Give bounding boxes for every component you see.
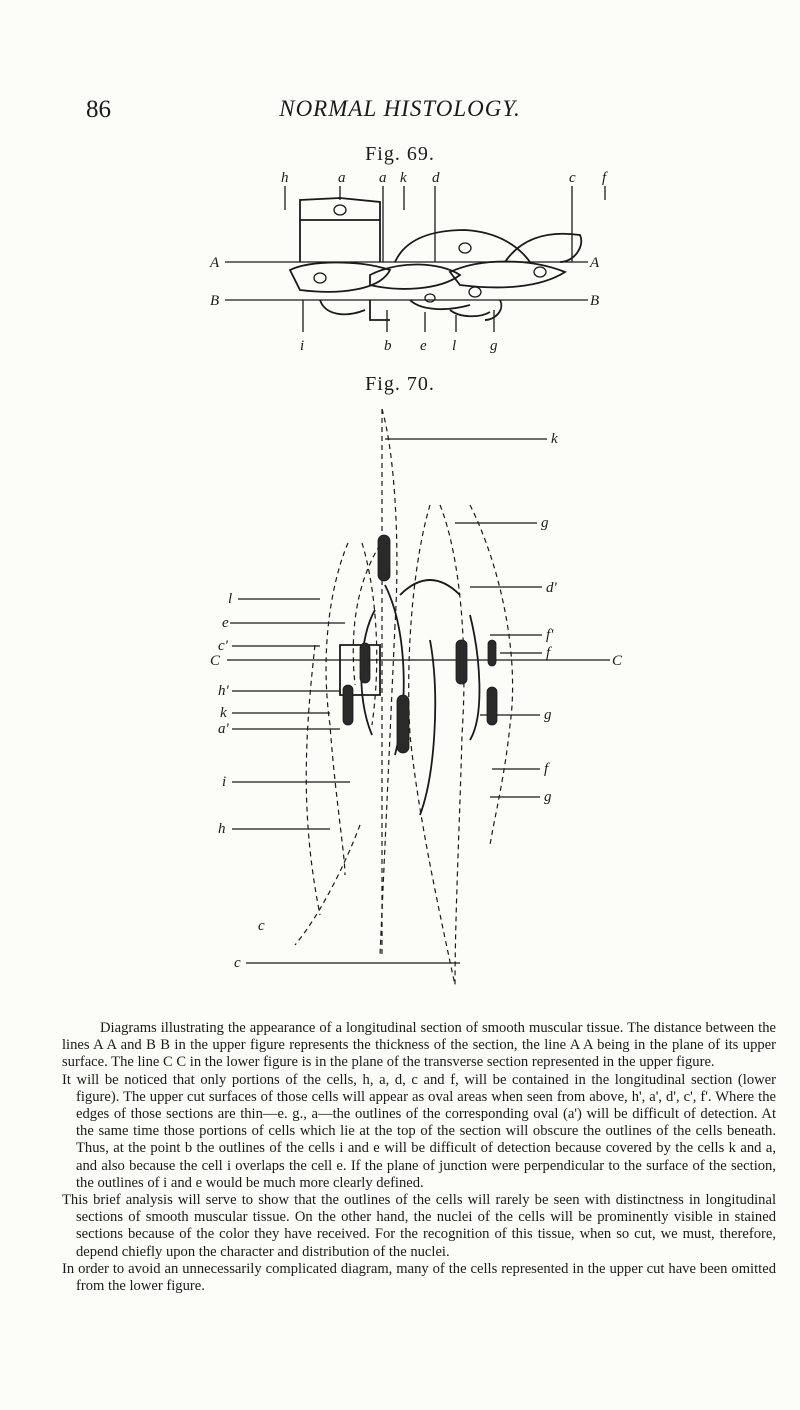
fig70-right-label: C (612, 653, 623, 669)
fig69-bottom-label: e (420, 338, 427, 354)
fig69-top-label: d (432, 170, 440, 186)
fig70-right-label: k (551, 431, 558, 447)
running-title: NORMAL HISTOLOGY. (279, 96, 521, 121)
figure-70-diagram (0, 395, 800, 1015)
caption-paragraph: Diagrams illustrating the appearance of a longitudinal section of smooth muscular tissue. The distance between the lines A A and B B in the upper figure represents the thickness of the section, the line A A being in the plane of its upper surface. The line C C in the lower figure is in the plane of the transverse section represented in the upper figure. (62, 1020, 776, 1071)
fig70-left-label: c (234, 955, 241, 971)
fig70-left-label: c' (218, 638, 228, 654)
page-header (0, 96, 800, 126)
fig70-left-label: h (218, 821, 226, 837)
caption-paragraph: It will be noticed that only portions of the cells, h, a, d, c and f, will be contained in the longitudinal section (lower figure). The upper cut surfaces of those cells will appear as oval areas when seen from above, h', a', d', c', f'. Where the edges of those sections are thin—e. g., a—the outlines of the corresponding oval (a') will be difficult of detection. At the same time those portions of cells which lie at the top of the section will obscure the outlines of the cells beneath. Thus, at the point b the outlines of the cells i and e will be difficult of detection because covered by the cells k and a, and also because the cell i overlaps the cell e. If the plane of junction were perpendicular to the surface of the section, the outlines of i and e would be much more clearly defined. (62, 1071, 776, 1191)
fig70-left-label: C (210, 653, 221, 669)
fig69-bottom-label: i (300, 338, 305, 354)
fig70-left-label: c (258, 918, 265, 934)
page-number: 86 (86, 96, 111, 123)
fig70-left-label: h' (218, 683, 229, 699)
fig69-bottom-label: g (490, 338, 498, 354)
fig69-right-label: B (590, 293, 600, 309)
fig70-left-label: i (222, 774, 227, 790)
fig70-right-label: d' (546, 580, 557, 596)
fig70-right-label: g (544, 789, 552, 805)
fig69-right-label: A (590, 255, 600, 271)
fig69-top-label: a (338, 170, 346, 186)
fig70-left-label: k (220, 705, 227, 721)
fig70-right-label: f (544, 761, 549, 777)
figure-70-title: Fig. 70. (365, 373, 435, 395)
fig69-top-label: h (281, 170, 289, 186)
fig69-bottom-label: b (384, 338, 392, 354)
fig69-top-label: f (602, 170, 607, 186)
fig70-left-label: a' (218, 721, 229, 737)
caption-paragraph: In order to avoid an unnecessarily complicated diagram, many of the cells represented in the upper cut have been omitted from the lower figure. (62, 1260, 776, 1295)
figure-caption-text (62, 1020, 776, 1295)
fig69-left-label: B (210, 293, 220, 309)
fig69-bottom-label: l (452, 338, 457, 354)
fig69-top-label: a (379, 170, 387, 186)
fig70-right-label: g (541, 515, 549, 531)
figure-69-diagram (0, 160, 800, 360)
fig70-left-label: e (222, 615, 229, 631)
caption-paragraph: This brief analysis will serve to show that the outlines of the cells will rarely be seen with distinctness in longitudinal sections of smooth muscular tissue. On the other hand, the nuclei of the cells will be prominently visible in stained sections because of the color they have received. For the recognition of this tissue, when so cut, we must, therefore, depend chiefly upon the character and distribution of the nuclei. (62, 1192, 776, 1260)
fig69-left-label: A (210, 255, 220, 271)
fig70-right-label: f' (546, 627, 554, 643)
fig70-right-label: f (546, 645, 551, 661)
fig69-top-label: k (400, 170, 407, 186)
figure-69-title: Fig. 69. (365, 143, 435, 165)
fig69-top-label: c (569, 170, 576, 186)
fig70-right-label: g (544, 707, 552, 723)
fig70-left-label: l (228, 591, 233, 607)
